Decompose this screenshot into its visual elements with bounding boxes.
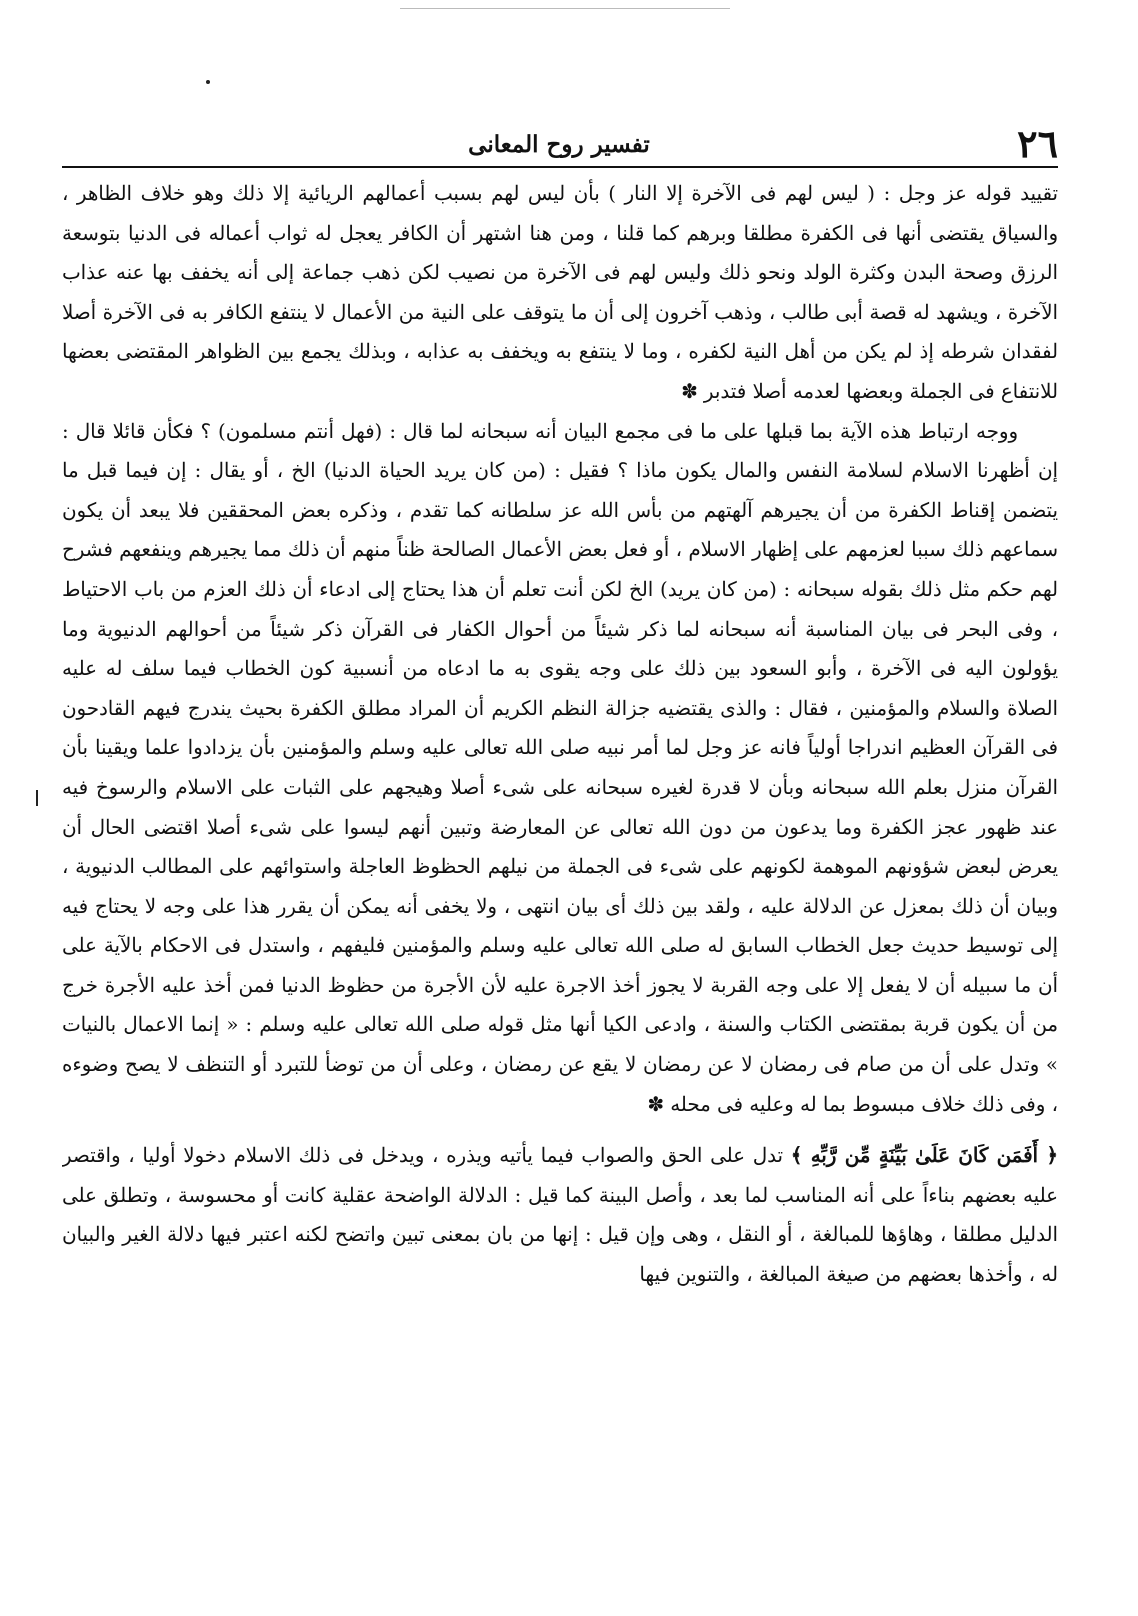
page-number: ٢٦ <box>1017 121 1058 166</box>
page-header <box>60 122 1058 168</box>
header-rule <box>62 166 1058 168</box>
margin-mark <box>36 790 38 806</box>
top-scan-rule <box>400 8 730 9</box>
ink-dot <box>206 80 210 84</box>
verse-paragraph <box>62 1136 1058 1294</box>
verse-commentary: تدل على الحق والصواب فيما يأتيه ويذره ، ويدخل فى ذلك الاسلام دخولا أوليا ، واقتصر عليه بعضهم بناءاً على أنه المناسب لما بعد ، وأصل البينة كما قيل : الدلالة الواضحة عقلية كانت أو محسوسة ، وتطلق على الدليل مطلقا ، وهاؤها للمبالغة ، أو النقل ، وهى وإن قيل : إنها من بان بمعنى تبين واتضح لكنه اعتبر فيها دلالة الغير والبيان له ، وأخذها بعضهم من صيغة المبالغة ، والتنوين فيها <box>62 1144 1058 1287</box>
paragraph-2: ووجه ارتباط هذه الآية بما قبلها على ما فى مجمع البيان أنه سبحانه لما قال : (فهل أنتم مسلمون) ؟ فكأن قائلا قال : إن أظهرنا الاسلام لسلامة النفس والمال يكون ماذا ؟ فقيل : (من كان يريد الحياة الدنيا) الخ ، أو يقال : إن فيما قبل ما يتضمن إقناط الكفرة من أن يجيرهم آلهتهم من بأس الله عز سلطانه كما تقدم ، وذكره بعض المحققين فلا يبعد أن يكون سماعهم ذلك سببا لعزمهم على إظهار الاسلام ، أو فعل بعض الأعمال الصالحة ظناً منهم أن ذلك مما يجيرهم وينفعهم فشرح لهم حكم مثل ذلك بقوله سبحانه : (من كان يريد) الخ لكن أنت تعلم أن هذا يحتاج إلى ادعاء أن ذلك العزم من باب الاحتياط ، وفى البحر فى بيان المناسبة أنه سبحانه لما ذكر شيئاً من أحوال الكفار فى القرآن ذكر شيئاً من أحوالهم الدنيوية وما يؤولون اليه فى الآخرة ، وأبو السعود بين ذلك على وجه يقوى به ما ادعاه من أنسبية كون الخطاب فيما سلف له عليه الصلاة والسلام والمؤمنين ، فقال : والذى يقتضيه جزالة النظم الكريم أن المراد مطلق الكفرة بحيث يندرج فيهم القادحون فى القرآن العظيم اندراجا أولياً فانه عز وجل لما أمر نبيه صلى الله تعالى عليه وسلم والمؤمنين بأن يزدادوا علما ويقينا بأن القرآن منزل بعلم الله سبحانه وبأن لا قدرة لغيره سبحانه على شىء أصلا وهيجهم على الثبات على الاسلام والرسوخ فيه عند ظهور عجز الكفرة وما يدعون من دون الله تعالى عن المعارضة وتبين أنهم ليسوا على شىء أصلا اقتضى الحال أن يعرض لبعض شؤونهم الموهمة لكونهم على شىء فى الجملة من نيلهم الحظوظ العاجلة واستوائهم على المطالب الدنيوية ، وبيان أن ذلك بمعزل عن الدلالة عليه ، ولقد بين ذلك أى بيان انتهى ، ولا يخفى أنه يمكن أن يقرر هذا على وجه لا يحتاج فيه إلى توسيط حديث جعل الخطاب السابق له صلى الله تعالى عليه وسلم والمؤمنين فليفهم ، واستدل فى الاحكام بالآية على أن ما سبيله أن لا يفعل إلا على وجه القربة لا يجوز أخذ الاجرة عليه لأن الأجرة من حظوظ الدنيا فمن أخذ عليه الأجرة خرج من أن يكون قربة بمقتضى الكتاب والسنة ، وادعى الكيا أنها مثل قوله صلى الله تعالى عليه وسلم : « إنما الاعمال بالنيات » وتدل على أن من صام فى رمضان لا عن رمضان لا يقع عن رمضان ، وعلى أن من توضأ للتبرد أو التنظف لا يصح وضوءه ، وفى ذلك خلاف مبسوط بما له وعليه فى محله ✽ <box>62 419 1058 1116</box>
page-body <box>62 174 1058 1584</box>
running-title: تفسير روح المعانى <box>468 131 650 158</box>
paragraph-1: تقييد قوله عز وجل : ( ليس لهم فى الآخرة إلا النار ) بأن ليس لهم بسبب أعمالهم الريائية إلا ذلك وهو خلاف الظاهر ، والسياق يقتضى أنها فى الكفرة مطلقا وبرهم كما قلنا ، ومن هنا اشتهر أن الكافر يعجل له ثواب أعماله فى الدنيا بتوسعة الرزق وصحة البدن وكثرة الولد ونحو ذلك وليس لهم فى الآخرة من نصيب لكن ذهب جماعة إلى أنه يخفف بها عنه عذاب الآخرة ، ويشهد له قصة أبى طالب ، وذهب آخرون إلى أن ما يتوقف على النية من الأعمال لا ينتفع الكافر به فى الآخرة أصلا لفقدان شرطه إذ لم يكن من أهل النية لكفره ، وما لا ينتفع به ويخفف به عذابه ، وبذلك يجمع بين الظواهر المقتضى بعضها للانتفاع فى الجملة وبعضها لعدمه أصلا فتدبر ✽ <box>62 182 1058 403</box>
quranic-verse: ﴿ أَفَمَن كَانَ عَلَىٰ بَيِّنَةٍ مِّن رَّبِّهِ ﴾ <box>790 1143 1058 1168</box>
